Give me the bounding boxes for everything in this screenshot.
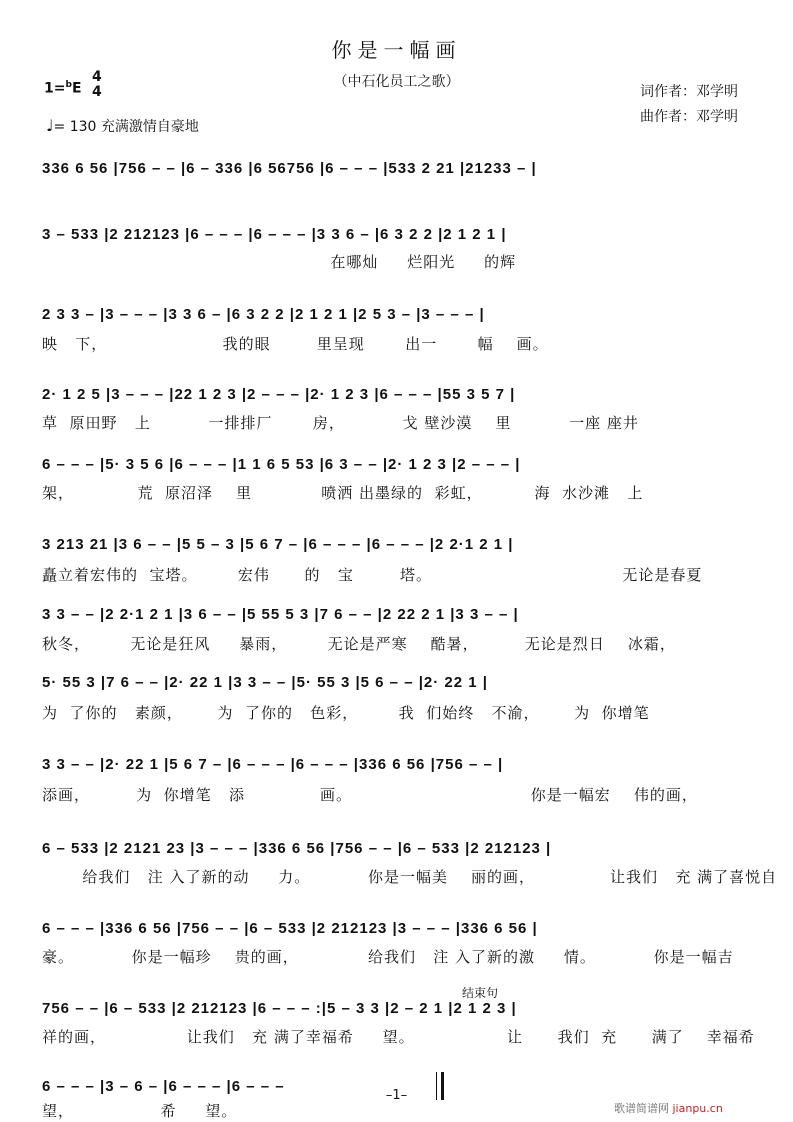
lyric-row-6: 矗立着宏伟的 宝塔。 宏伟 的 宝 塔。 无论是春夏 <box>42 566 703 584</box>
lyric-row-3: 映 下， 我的眼 里呈现 出一 幅 画。 <box>42 335 549 353</box>
lyric-row-13: 望， 希 望。 <box>42 1102 238 1120</box>
key-note: E <box>71 80 82 97</box>
lyric-row-12: 祥的画， 让我们 充 满了幸福希 望。 让 我们 充 满了 幸福希 <box>42 1028 755 1046</box>
lyric-row-8: 为 了你的 素颜， 为 了你的 色彩， 我 们始终 不渝， 为 你增笔 <box>42 704 650 722</box>
notation-row-11: 6 – – – |336 6 56 |756 – – |6 – 533 |2 212123 |3 – – – |336 6 56 | <box>42 920 538 937</box>
notation-row-2: 3 – 533 |2 212123 |6 – – – |6 – – – |3 3 6 – |6 3 2 2 |2 1 2 1 | <box>42 226 507 243</box>
watermark-site: jianpu.cn <box>672 1102 723 1115</box>
lyric-row-4: 草 原田野 上 一排排厂 房， 戈 壁沙漠 里 一座 座井 <box>42 414 639 432</box>
lyric-row-7: 秋冬， 无论是狂风 暴雨， 无论是严寒 酷暑， 无论是烈日 冰霜， <box>42 635 676 653</box>
flat-sign: b <box>65 80 72 90</box>
ending-marker: 结束句 <box>462 986 499 1000</box>
notation-row-13: 6 – – – |3 – 6 – |6 – – – |6 – – – <box>42 1078 285 1095</box>
key-prefix: 1= <box>44 80 66 97</box>
tempo-marking <box>46 116 199 136</box>
notation-row-3: 2 3 3 – |3 – – – |3 3 6 – |6 3 2 2 |2 1 2 1 |2 5 3 – |3 – – – | <box>42 306 485 323</box>
notation-row-9: 3 3 – – |2· 22 1 |5 6 7 – |6 – – – |6 – – – |336 6 56 |756 – – | <box>42 756 504 773</box>
page-number: –1– <box>385 1088 408 1103</box>
notation-row-8: 5· 55 3 |7 6 – – |2· 22 1 |3 3 – – |5· 55 3 |5 6 – – |2· 22 1 | <box>42 674 488 691</box>
lyric-row-9: 添画， 为 你增笔 添 画。 你是一幅宏 伟的画， <box>42 786 698 804</box>
watermark <box>614 1100 723 1116</box>
notation-row-6: 3 213 21 |3 6 – – |5 5 – 3 |5 6 7 – |6 – – – |6 – – – |2 2·1 2 1 | <box>42 536 514 553</box>
lyric-row-11: 豪。 你是一幅珍 贵的画， 给我们 注 入了新的激 情。 你是一幅吉 <box>42 948 734 966</box>
notation-row-5: 6 – – – |5· 3 5 6 |6 – – – |1 1 6 5 53 |6 3 – – |2· 1 2 3 |2 – – – | <box>42 456 521 473</box>
time-signature <box>92 70 102 100</box>
notation-row-1: 336 6 56 |756 – – |6 – 336 |6 56756 |6 – – – |533 2 21 |21233 – | <box>42 160 537 177</box>
lyric-row-2: 在哪灿 烂阳光 的辉 <box>42 253 517 271</box>
notation-row-4: 2· 1 2 5 |3 – – – |22 1 2 3 |2 – – – |2· 1 2 3 |6 – – – |55 3 5 7 | <box>42 386 516 403</box>
composer-credit: 曲作者：邓学明 <box>640 109 738 125</box>
song-title: 你是一幅画 <box>331 38 462 62</box>
time-bottom: 4 <box>92 84 102 100</box>
lyric-row-5: 架， 荒 原沼泽 里 喷洒 出墨绿的 彩虹， 海 水沙滩 上 <box>42 484 644 502</box>
notation-row-7: 3 3 – – |2 2·1 2 1 |3 6 – – |5 55 5 3 |7 6 – – |2 22 2 1 |3 3 – – | <box>42 606 519 623</box>
notation-row-10: 6 – 533 |2 2121 23 |3 – – – |336 6 56 |756 – – |6 – 533 |2 212123 | <box>42 840 552 857</box>
tempo-text: = 130 充满激情自豪地 <box>53 119 199 135</box>
key-signature <box>44 80 82 97</box>
notation-row-12: 756 – – |6 – 533 |2 212123 |6 – – – :|5 – 3 3 |2 – 2 1 |2 1 2 3 | <box>42 1000 517 1017</box>
song-subtitle: （中石化员工之歌） <box>333 74 460 90</box>
lyric-row-10: 给我们 注 入了新的动 力。 你是一幅美 丽的画， 让我们 充 满了喜悦自 <box>42 868 778 886</box>
watermark-prefix: 歌谱简谱网 <box>614 1102 673 1115</box>
time-top: 4 <box>92 69 102 85</box>
lyricist-credit: 词作者：邓学明 <box>640 84 738 100</box>
quarter-note-icon: ♩ <box>46 116 54 135</box>
